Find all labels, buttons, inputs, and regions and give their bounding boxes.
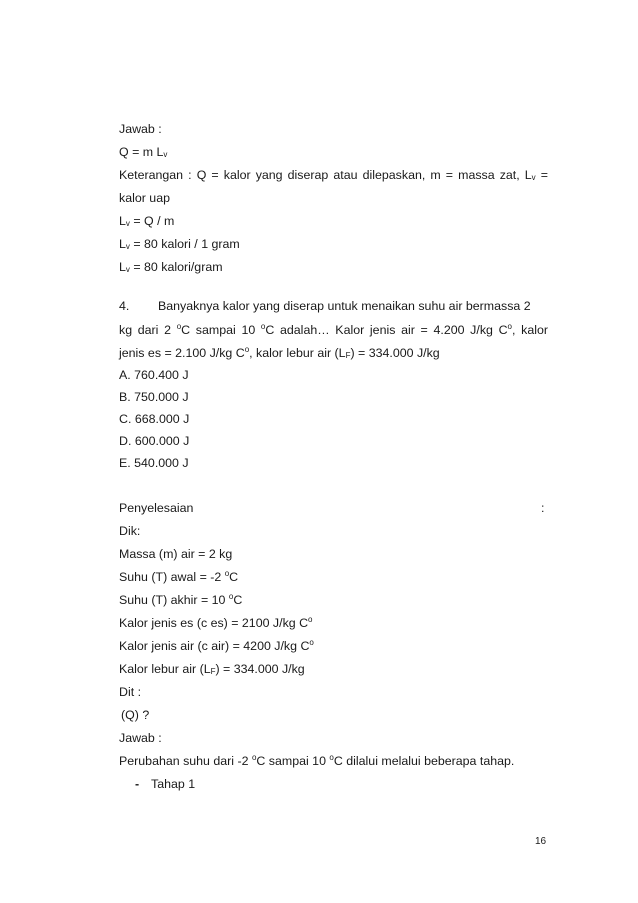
kalor-es-line: Kalor jenis es (c es) = 2100 J/kg $C^o$ bbox=[119, 615, 313, 630]
option-b: B. 750.000 J bbox=[119, 390, 189, 404]
formula-q: Q = m $L_v$ bbox=[119, 145, 168, 159]
tahap-1-item: - Tahap 1 bbox=[127, 776, 195, 792]
keterangan-line1: Keterangan : Q = kalor yang diserap atau dilepaskan, m = massa zat, $L_v$ = bbox=[119, 168, 548, 182]
q-question: (Q) ? bbox=[121, 708, 150, 722]
kalor-lebur-line: Kalor lebur air $(L_F) = 334.000$ J/kg bbox=[119, 662, 305, 676]
solution-title: Penyelesaian bbox=[119, 501, 194, 515]
suhu-awal-line: Suhu (T) awal = -2 $^o$C bbox=[119, 569, 239, 584]
suhu-akhir-line: Suhu (T) akhir = 10 $^o$C bbox=[119, 592, 243, 607]
massa-line: Massa (m) air = 2 kg bbox=[119, 547, 233, 561]
question-line2: kg dari 2 $^o$C sampai 10 $^o$C adalah… Kalor jenis air = 4.200 J/kg $C^o$, kalor bbox=[119, 322, 548, 337]
formula-step3: $L_v = 80$ kalori/gram bbox=[119, 260, 223, 274]
option-e: E. 540.000 J bbox=[119, 456, 189, 470]
formula-step2: $L_v = 80$ kalori / 1 gram bbox=[119, 237, 240, 251]
bullet-dash: - bbox=[135, 777, 140, 791]
question-line1: 4. Banyaknya kalor yang diserap untuk menaikan suhu air bermassa 2 bbox=[119, 299, 531, 313]
kalor-air-line: Kalor jenis air (c air) = 4200 J/kg $C^o$ bbox=[119, 638, 314, 653]
question-line3: jenis es = 2.100 J/kg $C^o$, kalor lebur air $(L_F) = 334.000$ J/kg bbox=[119, 345, 440, 360]
jawab2-heading: Jawab : bbox=[119, 731, 162, 745]
jawab-heading: Jawab : bbox=[119, 122, 162, 136]
option-a: A. 760.400 J bbox=[119, 368, 189, 382]
option-d: D. 600.000 J bbox=[119, 434, 190, 448]
solution-colon: : bbox=[541, 501, 545, 515]
dit-label: Dit : bbox=[119, 685, 142, 699]
dik-label: Dik: bbox=[119, 524, 141, 538]
option-c: C. 668.000 J bbox=[119, 412, 190, 426]
page-number: 16 bbox=[535, 836, 547, 847]
perubahan-line: Perubahan suhu dari -2 $^o$C sampai 10 $^o$C dilalui melalui beberapa tahap. bbox=[119, 753, 515, 768]
formula-step1: $L_v = Q / m$ bbox=[119, 214, 175, 228]
keterangan-line2: kalor uap bbox=[119, 191, 170, 205]
